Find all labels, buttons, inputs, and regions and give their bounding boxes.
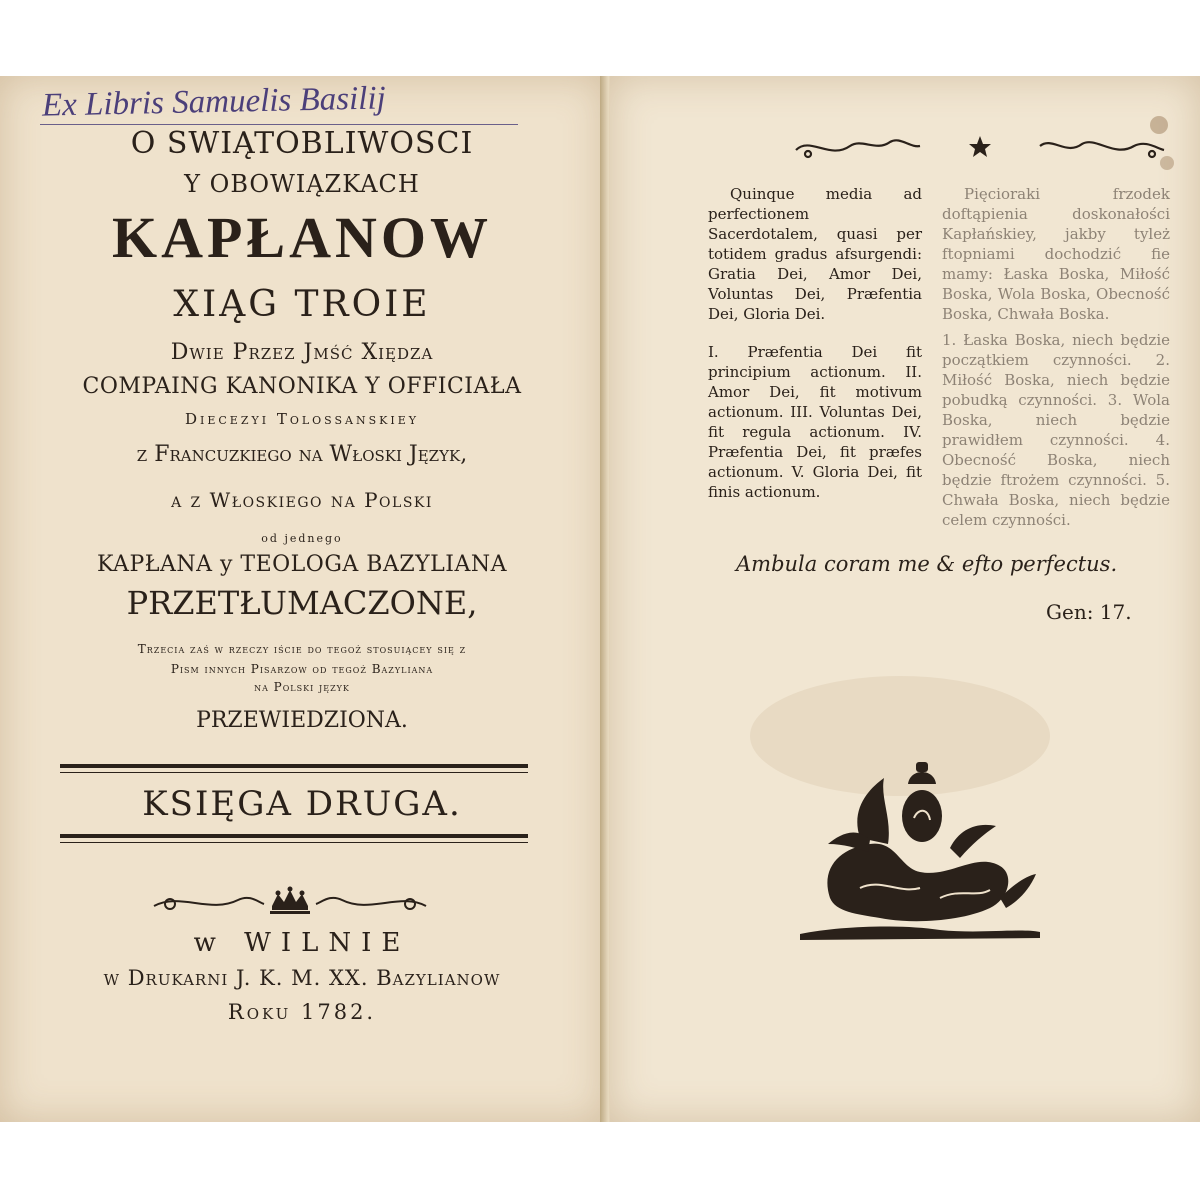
- double-rule-top-thick: [60, 764, 528, 768]
- title-line-14: Pism innych Pisarzow od tegoż Bazyliana: [170, 662, 434, 676]
- latin-text-column: [708, 184, 922, 520]
- scripture-quote: Ambula coram me & efto perfectus.: [736, 552, 1118, 576]
- title-line-7: Diecezyi Tolossanskiey: [184, 410, 420, 428]
- double-rule-top-thin: [60, 772, 528, 773]
- verso-page: [610, 76, 1200, 1122]
- title-page: [0, 76, 604, 1122]
- latin-paragraph-1: Quinque media ad perfectionem Sacerdotalem, quasi per totidem gradus afsurgendi: Gratia Dei, Amor Dei, Voluntas Dei, Præfentia Dei, Gloria Dei.: [708, 185, 922, 323]
- inscription-underline: [40, 124, 518, 125]
- title-line-5: Dwie Przez Jmść Xiędza: [170, 340, 434, 365]
- polish-paragraph-2: 1. Łaska Boska, niech będzie początkiem czynności. 2. Miłość Boska, niech będzie pobudką czynności. 3. Wola Boska, niech będzie prawidłem czynności. 4. Obecność Boska, niech będzie ftrożem czynności. 5. Chwała Boska, niech będzie celem czynności.: [942, 331, 1170, 529]
- title-line-4: XIĄG TROIE: [173, 284, 431, 325]
- title-line-3: KAPŁANOW: [112, 205, 492, 270]
- double-rule-bottom-thin: [60, 842, 528, 843]
- imprint-printer: w Drukarni J. K. M. XX. Bazylianow: [103, 966, 501, 990]
- title-line-9: a z Włoskiego na Polski: [171, 488, 433, 512]
- title-line-8: z Francuzkiego na Włoski Język,: [136, 442, 468, 467]
- title-line-13: Trzecia zaś w rzeczy iście do tegoż stosuiącey się z: [137, 642, 467, 656]
- title-line-2: Y OBOWIĄZKACH: [184, 170, 420, 198]
- polish-text-column: [942, 184, 1170, 530]
- vignette-ornament-icon: [800, 748, 1040, 948]
- title-line-1: O SWIĄTOBLIWOSCI: [130, 126, 474, 161]
- title-line-12: PRZETŁUMACZONE,: [126, 584, 478, 622]
- book-part-heading: KSIĘGA DRUGA.: [142, 784, 462, 824]
- imprint-place: w WILNIE: [193, 928, 411, 958]
- latin-paragraph-2: I. Præfentia Dei fit principium actionum. II. Amor Dei, fit motivum actionum. III. Voluntas Dei, fit regula actionum. IV. Præfentia Dei, fit præfes actionum. V. Gloria Dei, fit finis actionum.: [708, 343, 922, 501]
- double-rule-bottom-thick: [60, 834, 528, 838]
- title-line-10: od jednego: [261, 532, 343, 545]
- title-line-16: PRZEWIEDZIONA.: [196, 708, 408, 733]
- headpiece-ornament-icon: [790, 132, 1170, 162]
- title-line-11: KAPŁANA y TEOLOGA BAZYLIANA: [97, 552, 507, 577]
- title-line-15: na Polski język: [254, 680, 350, 694]
- crown-ornament-icon: [150, 884, 430, 918]
- imprint-year: Roku 1782.: [227, 1000, 377, 1024]
- scripture-reference: Gen: 17.: [1046, 600, 1132, 624]
- handwritten-inscription: Ex Libris Samuelis Basilij: [41, 80, 387, 124]
- title-line-6: COMPAING KANONIKA Y OFFICIAŁA: [82, 374, 522, 399]
- polish-paragraph-1: Pięcioraki frzodek doftąpienia doskonałości Kapłańskiey, jakby tyleż ftopniami dochodzić fie mamy: Łaska Boska, Miłość Boska, Wola Boska, Obecność Boska, Chwała Boska.: [942, 185, 1170, 323]
